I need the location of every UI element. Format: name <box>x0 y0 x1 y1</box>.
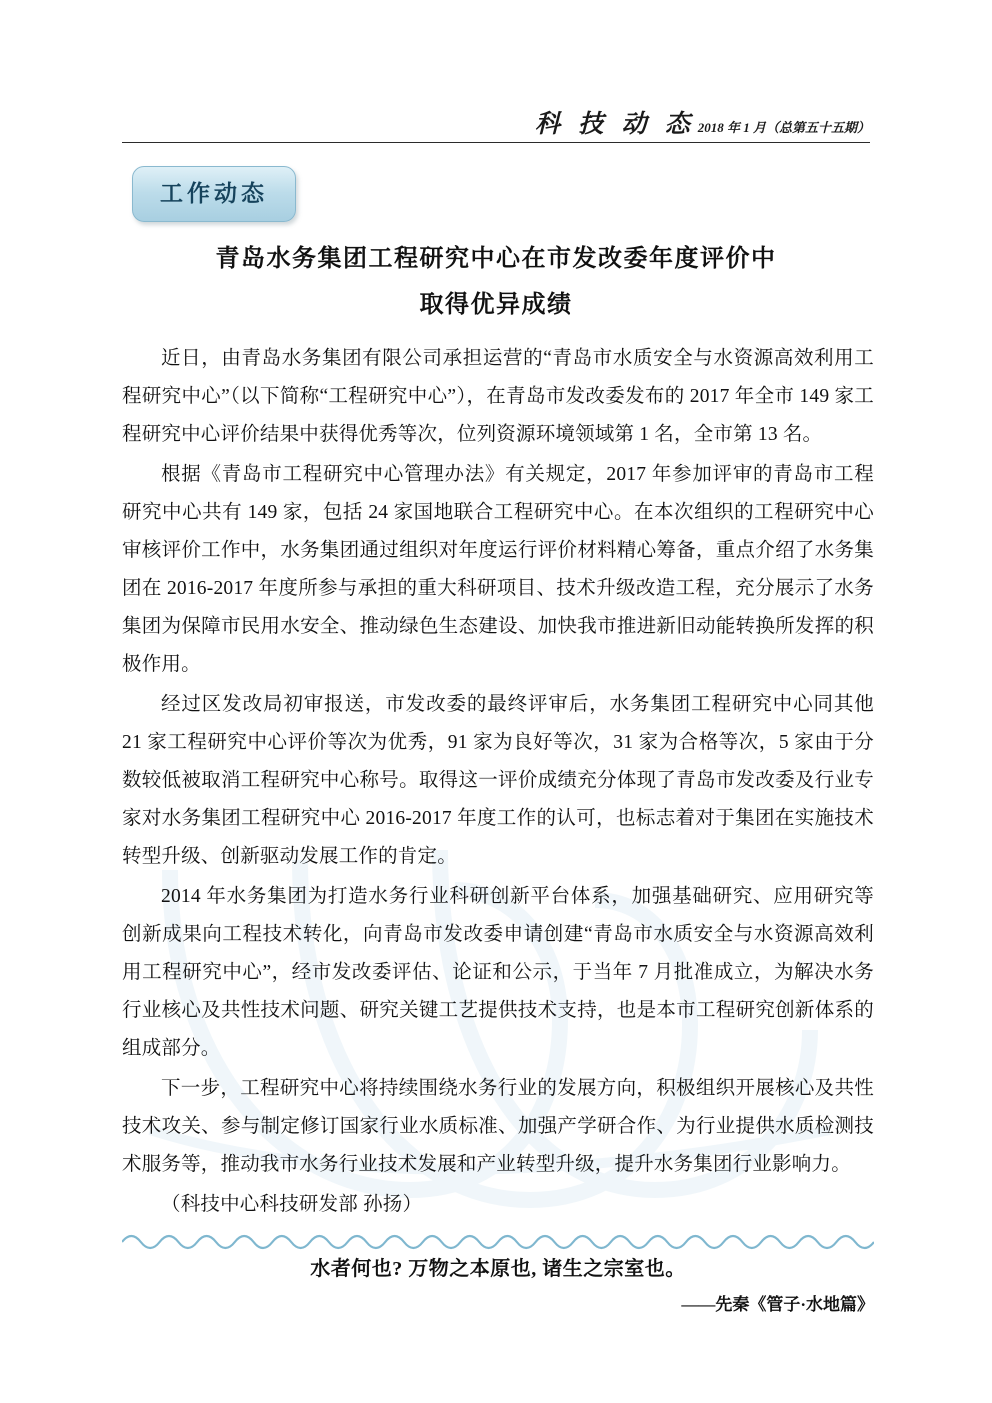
page-title-line1: 青岛水务集团工程研究中心在市发改委年度评价中 <box>215 246 777 272</box>
paragraph: 近日，由青岛水务集团有限公司承担运营的“青岛市水质安全与水资源高效利用工程研究中心”（以下简称“工程研究中心”），在青岛市发改委发布的 2017 年全市 149 家工程研究中心评价结果中获得优秀等次，位列资源环境领域第 1 名，全市第 13 名。 <box>122 348 874 445</box>
paragraph: 2014 年水务集团为打造水务行业科研创新平台体系，加强基础研究、应用研究等创新成果向工程技术转化，向青岛市发改委申请创建“青岛市水质安全与水资源高效利用工程研究中心”，经市发改委评估、论证和公示，于当年 7 月批准成立，为解决水务行业核心及共性技术问题、研究关键工艺提供技术支持，也是本市工程研究创新体系的组成部分。 <box>122 886 874 1059</box>
paragraph: 根据《青岛市工程研究中心管理办法》有关规定，2017 年参加评审的青岛市工程研究中心共有 149 家，包括 24 家国地联合工程研究中心。在本次组织的工程研究中心审核评价工作中，水务集团通过组织对年度运行评价材料精心筹备，重点介绍了水务集团在 2016-2017 年度所参与承担的重大科研项目、技术升级改造工程，充分展示了水务集团为保障市民用水安全、推动绿色生态建设、加快我市推进新旧动能转换所发挥的积极作用。 <box>122 464 874 675</box>
article-body <box>122 340 874 1226</box>
masthead-issue: 2018 年 1 月（总第五十五期） <box>697 120 870 135</box>
header-divider <box>122 142 870 143</box>
paragraph: 下一步，工程研究中心将持续围绕水务行业的发展方向，积极组织开展核心及共性技术攻关、参与制定修订国家行业水质标准、加强产学研合作、为行业提供水质检测技术服务等，推动我市水务行业技术发展和产业转型升级，提升水务集团行业影响力。 <box>122 1078 874 1175</box>
page-title-line2: 取得优异成绩 <box>419 292 573 318</box>
page-title <box>122 236 870 328</box>
masthead <box>535 104 870 140</box>
section-tag-label: 工作动态 <box>160 181 268 206</box>
paragraph: 经过区发改局初审报送，市发改委的最终评审后，水务集团工程研究中心同其他 21 家工程研究中心评价等次为优秀，91 家为良好等次，31 家为合格等次，5 家由于分数较低被取消工程研究中心称号。取得这一评价成绩充分体现了青岛市发改委及行业专家对水务集团工程研究中心 2016-2017 年度工作的认可，也标志着对于集团在实施技术转型升级、创新驱动发展工作的肯定。 <box>122 694 874 867</box>
section-tag-work-updates <box>132 166 296 222</box>
article-signature: （科技中心科技研发部 孙扬） <box>161 1194 423 1215</box>
footer-quote: 水者何也? 万物之本原也, 诸生之宗室也。 <box>310 1258 686 1280</box>
wave-divider-icon <box>122 1228 874 1250</box>
footer-quote-source: ——先秦《管子·水地篇》 <box>681 1295 874 1314</box>
masthead-title: 科 技 动 态 <box>534 111 696 138</box>
